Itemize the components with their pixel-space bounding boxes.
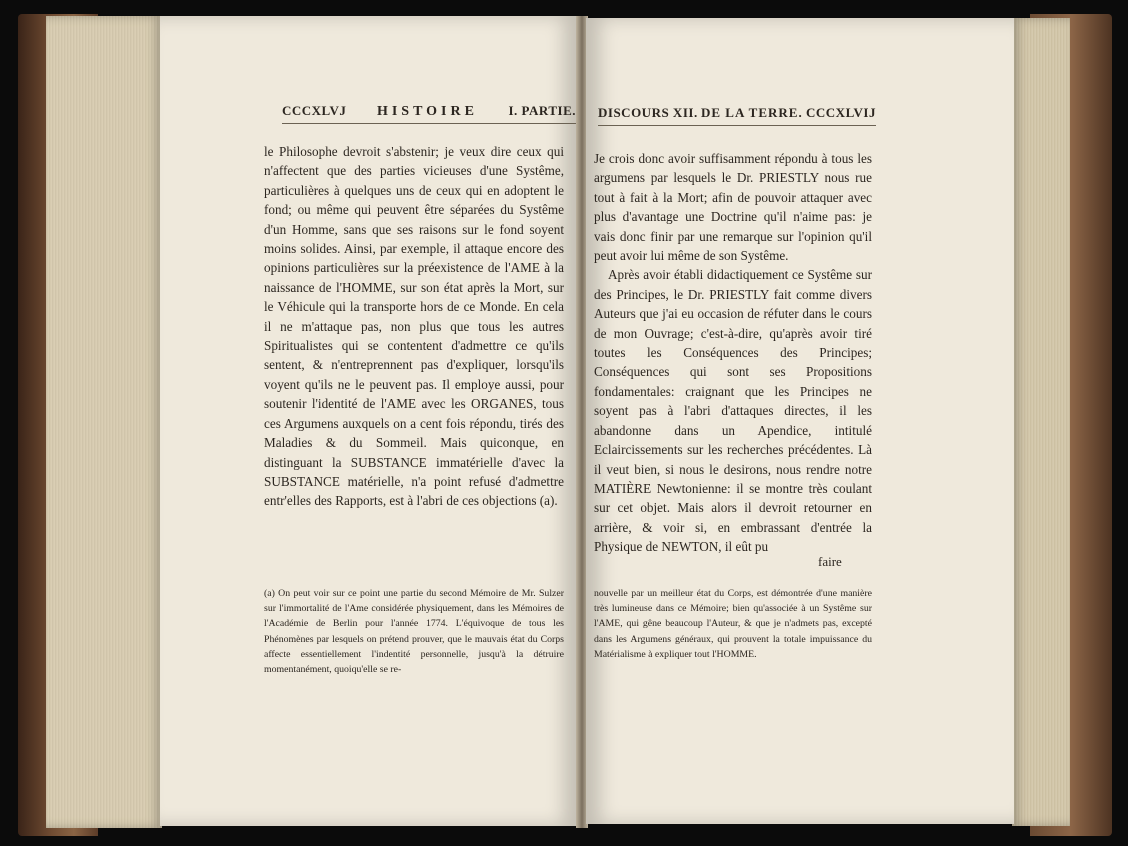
- left-paragraph-1: le Philosophe devroit s'abstenir; je veux dire ceux qui n'affectent que des parties vicieuses d'une Systême, particulières à quelques uns de ceux qui en adoptent le fond; ou même qui peuvent être séparées du Systême d'un Homme, sans que ses raisons sur le fond soyent moins solides. Ainsi, par exemple, il attaque encore des opinions particulières sur la préexistence de l'AME à la naissance de l'HOMME, sur son état après la Mort, sur le Véhicule qui la transporte hors de ce Monde. En cela il ne m'attaque pas, non plus que tous les autres Spiritualistes qui se contentent d'admettre ce qu'ils sentent, & n'entreprennent pas d'expliquer, lorsqu'ils voyent qu'ils ne le peuvent pas. Il employe aussi, pour soutenir l'identité de l'AME avec les ORGANES, tous ces Argumens auxquels on a cent fois répondu, tirés des Maladies & du Sommeil. Mais quiconque, en distinguant la SUBSTANCE immatérielle d'avec la SUBSTANCE matérielle, n'a point refusé d'admettre entr'elles des Rapports, est à l'abri de ces objections (a).: [264, 144, 564, 509]
- right-page-number: CCCXLVIJ: [806, 105, 876, 120]
- right-header-section: DISCOURS XII.: [598, 105, 698, 120]
- page-edges-left: [46, 16, 162, 828]
- left-footnote: (a) On peut voir sur ce point une partie du second Mémoire de Mr. Sulzer sur l'immortalité de l'Ame considérée physiquement, dans les Mémoires de l'Académie de Berlin pour l'année 1774. L'équivoque de tous les Phénomènes par lesquels on prétend prouver, que le mauvais état du Corps affecte essentiellement l'indentité personnelle, jusqu'à la détruire momentanément, quoiqu'elle se re-: [264, 588, 564, 676]
- right-paragraph-1: Je crois donc avoir suffisamment répondu à tous les argumens par lesquels le Dr. PRIESTLY nous rue tout à fait à la Mort; afin de pouvoir attaquer avec plus d'avantage une Doctrine qu'il n'aime pas: je vais donc finir par une remarque sur l'opinion qu'il peut avoir lui même de son Systême.: [594, 151, 872, 264]
- left-header-section: I. PARTIE.: [508, 103, 576, 118]
- right-running-header: [598, 105, 876, 126]
- left-page-number: CCCXLVJ: [282, 103, 347, 118]
- left-header-title: HISTOIRE: [376, 104, 478, 119]
- right-body-text: [594, 149, 872, 557]
- right-page: [586, 18, 1014, 824]
- right-header-title: DE LA TERRE.: [701, 105, 803, 120]
- catchword: faire: [818, 554, 842, 569]
- right-paragraph-2: Après avoir établi didactiquement ce Systême sur des Principes, le Dr. PRIESTLY fait comme divers Auteurs que j'ai eu occasion de réfuter dans le cours de mon Ouvrage; c'est-à-dire, qu'après avoir tiré toutes les Conséquences des Principes; Conséquences qui sont ses Propositions fondamentales: craignant que les Principes ne soyent pas à l'abri d'attaques directes, il les abandonne dans un Apendice, intitulé Eclaircissements sur les recherches précédentes. Là il veut bien, si nous le desirons, nous rendre notre MATIÈRE Newtonienne: il se montre très coulant sur cet objet. Mais alors il devroit retourner en arrière, & voir si, en embrassant d'entrée la Physique de NEWTON, il eût pu: [594, 267, 872, 555]
- page-edges-right: [1012, 18, 1070, 826]
- left-body-text: [264, 142, 564, 511]
- left-running-header: [282, 103, 576, 124]
- left-page: [160, 16, 578, 826]
- right-footnote: nouvelle par un meilleur état du Corps, est démontrée d'une manière très lumineuse dans ce Mémoire; bien qu'associée à un Systême sur l'AME, qui gêne beaucoup l'Auteur, & que je n'admets pas, excepté dans les Argumens généraux, qui prouvent la totale impuissance du Matérialisme à expliquer tout l'HOMME.: [594, 588, 872, 660]
